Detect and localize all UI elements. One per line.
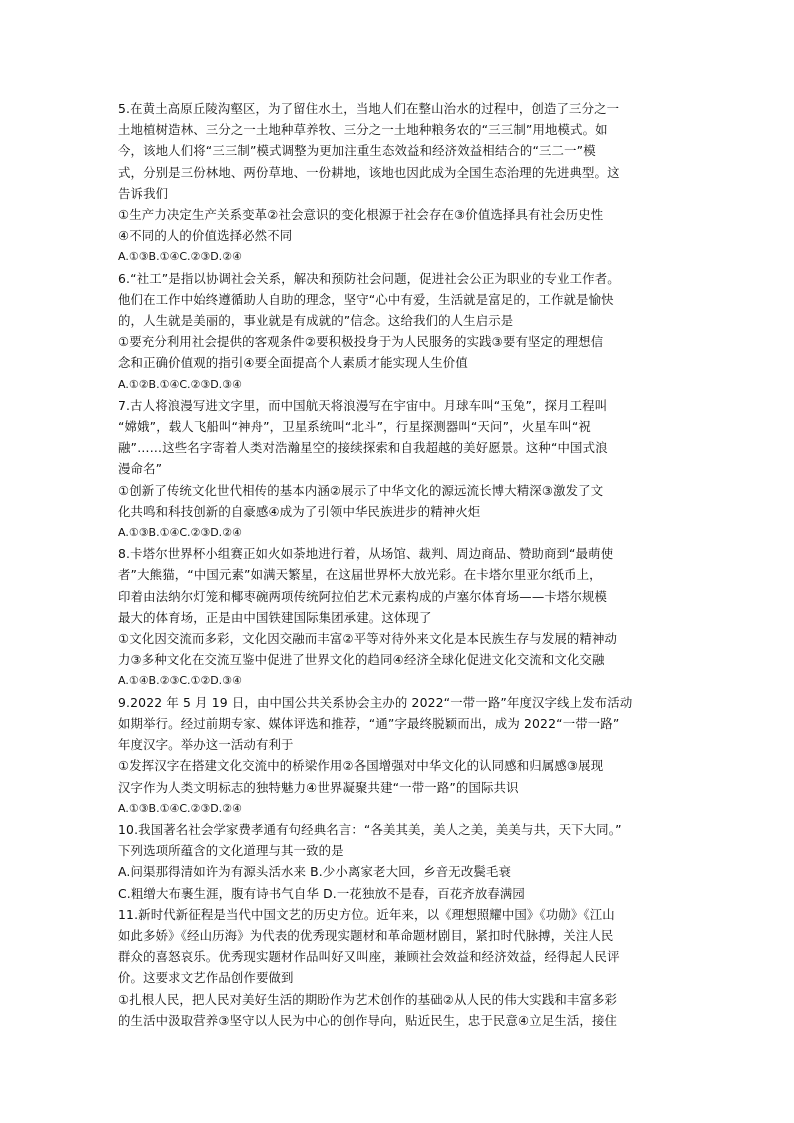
question-8: [118, 543, 684, 691]
question-stem: 如期举行。经过前期专家、媒体评选和推荐，“通”字最终脱颖而出，成为 2022“一带一路”: [118, 715, 620, 731]
question-items: C.粗缯大布裹生涯，腹有诗书气自华 D.一花独放不是春，百花齐放春满园: [118, 885, 525, 901]
question-stem: 告诉我们: [118, 185, 169, 201]
question-items: 念和正确价值观的指引④要全面提高个人素质才能实现人生价值: [118, 355, 468, 371]
answer-options: A.①③B.①④C.②③D.②④: [118, 250, 242, 264]
answer-options: A.①②B.①④C.②③D.③④: [118, 377, 242, 391]
question-items: 汉字作为人类文明标志的独特魅力④世界凝聚共建“一带一路”的国际共识: [118, 779, 519, 795]
question-items: ①文化因交流而多彩，文化因交融而丰富②平等对待外来文化是本民族生存与发展的精神动: [118, 631, 618, 647]
question-stem: 土地植树造林、三分之一土地种草养牧、三分之一土地种粮务农的“三三制”用地模式。如: [118, 122, 608, 138]
question-9: [118, 692, 684, 819]
question-stem: 漫命名”: [118, 461, 163, 477]
question-items: 力③多种文化在交流互鉴中促进了世界文化的趋同④经济全球化促进文化交流和文化交融: [118, 652, 605, 668]
question-items: ①生产力决定生产关系变革②社会意识的变化根源于社会存在③价值选择具有社会历史性: [118, 207, 604, 223]
question-stem: 最大的体育场，正是由中国铁建国际集团承建。这体现了: [118, 609, 432, 625]
question-items: 化共鸣和科技创新的自豪感④成为了引领中华民族进步的精神火炬: [118, 503, 481, 519]
question-stem: 9.2022 年 5 月 19 日，由中国公共关系协会主办的 2022“一带一路”年度汉字线上发布活动: [118, 694, 633, 710]
question-stem: 5.在黄土高原丘陵沟壑区，为了留住水土，当地人们在整山治水的过程中，创造了三分之一: [118, 101, 620, 116]
question-stem: 8.卡塔尔世界杯小组赛正如火如荼地进行着，从场馆、裁判、周边商品、赞助商到“最萌使: [118, 546, 614, 562]
answer-options: A.①③B.①④C.②③D.②④: [118, 526, 242, 540]
question-11: [118, 904, 684, 1031]
question-items: ①创新了传统文化世代相传的基本内涵②展示了中华文化的源远流长博大精深③激发了文: [118, 482, 604, 498]
question-stem: 群众的喜怒哀乐。优秀现实题材作品叫好又叫座，兼顾社会效益和经济效益，经得起人民评: [118, 949, 620, 965]
question-stem: 今，该地人们将“三三制”模式调整为更加注重生态效益和经济效益相结合的“三二一”模: [118, 143, 596, 159]
question-stem: 如此多娇》《经山历海》为代表的优秀现实题材和革命题材剧目，紧扣时代脉搏，关注人民: [118, 927, 614, 943]
question-stem: 11.新时代新征程是当代中国文艺的历史方位。近年来，以《理想照耀中国》《功勋》《江山: [118, 906, 615, 922]
question-items: ④不同的人的价值选择必然不同: [118, 228, 293, 244]
question-items: ①扎根人民，把人民对美好生活的期盼作为艺术创作的基础②从人民的伟大实践和丰富多彩: [118, 991, 618, 1007]
question-stem: 10.我国著名社会学家费孝通有句经典名言：“各美其美，美人之美，美美与共，天下大同。”: [118, 821, 622, 837]
question-stem: 价。这要求文艺作品创作要做到: [118, 970, 294, 986]
question-stem: 6.“社工”是指以协调社会关系，解决和预防社会问题，促进社会公正为职业的专业工作者。: [118, 270, 620, 286]
question-10: [118, 819, 684, 904]
question-stem: 式，分别是三份林地、两份草地、一份耕地，该地也因此成为全国生态治理的先进典型。这: [118, 164, 620, 180]
question-items: ①要充分利用社会提供的客观条件②要积极投身于为人民服务的实践③要有坚定的理想信: [118, 334, 604, 350]
answer-options: A.①③B.①④C.②③D.②④: [118, 801, 242, 815]
question-stem: 的，人生就是美丽的，事业就是有成就的”信念。这给我们的人生启示是: [118, 313, 514, 329]
question-stem: 者”大熊猫，“中国元素”如满天繁星，在这届世界杯大放光彩。在卡塔尔里亚尔纸币上，: [118, 567, 602, 583]
question-6: [118, 268, 684, 395]
question-stem: 融”……这些名字寄着人类对浩瀚星空的接续探索和自我超越的美好愿景。这种“中国式浪: [118, 440, 608, 456]
question-5: [118, 98, 684, 268]
answer-options: A.①④B.②③C.①②D.③④: [118, 674, 242, 688]
question-stem: 年度汉字。举办这一活动有利于: [118, 737, 294, 753]
question-items: 的生活中汲取营养③坚守以人民为中心的创作导向，贴近民生，忠于民意④立足生活，接住: [118, 1012, 618, 1028]
question-stem: 7.古人将浪漫写进文字里，而中国航天将浪漫写在宇宙中。月球车叫“玉兔”，探月工程叫: [118, 397, 608, 413]
question-stem: “嫦娥”，载人飞船叫“神舟”，卫星系统叫“北斗”，行星探测器叫“天问”，火星车叫“祝: [118, 419, 591, 435]
question-items: A.问渠那得清如许为有源头活水来 B.少小离家老大回，乡音无改鬓毛衰: [118, 864, 512, 880]
question-7: [118, 395, 684, 543]
question-items: ①发挥汉字在搭建文化交流中的桥梁作用②各国增强对中华文化的认同感和归属感③展现: [118, 758, 604, 774]
question-stem: 印着由法纳尔灯笼和椰枣碗两项传统阿拉伯艺术元素构成的卢塞尔体育场——卡塔尔规模: [118, 588, 608, 604]
question-stem: 他们在工作中始终遵循助人自助的理念，坚守“心中有爱，生活就是富足的，工作就是愉快: [118, 291, 614, 307]
question-stem: 下列选项所蕴含的文化道理与其一致的是: [118, 843, 344, 859]
exam-page: [118, 98, 684, 1031]
